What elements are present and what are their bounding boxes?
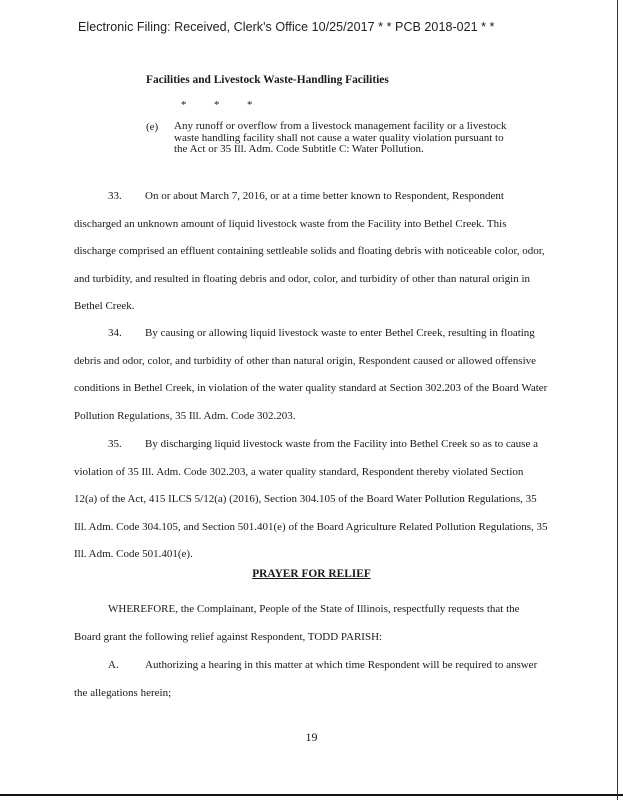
page-number: 19 <box>305 730 318 744</box>
omission-asterisks: * * * <box>181 99 253 111</box>
paragraph-text: On or about March 7, 2016, or at a time better known to Respondent, Respondent discharged an unknown amount of liquid livestock waste from the Facility into Bethel Creek. This discharge comprised an effluent containing settleable solids and floating debris with noticeable color, odor, and turbidity, and resulted in floating debris and odor, color, and turbidity of other than natural origin in Bethel Creek. <box>74 190 545 313</box>
wherefore-paragraph: WHEREFORE, the Complainant, People of the State of Illinois, respectfully requests that the Board grant the following relief against Respondent, TODD PARISH: <box>74 603 520 643</box>
right-scan-edge <box>617 0 618 800</box>
relief-item-label: A. <box>108 659 119 671</box>
prayer-for-relief-heading: PRAYER FOR RELIEF <box>252 568 371 580</box>
relief-item-text: Authorizing a hearing in this matter at which time Respondent will be required to answer the allegations herein; <box>74 659 538 699</box>
paragraph-33 <box>74 183 548 321</box>
filing-stamp-header: Electronic Filing: Received, Clerk's Office 10/25/2017 * * PCB 2018-021 * * <box>78 20 495 34</box>
paragraph-number: 33. <box>108 190 122 202</box>
paragraph-34 <box>74 320 548 430</box>
subsection-label: (e) <box>146 121 159 133</box>
section-title: Facilities and Livestock Waste-Handling Facilities <box>146 74 389 86</box>
paragraph-text: By causing or allowing liquid livestock waste to enter Bethel Creek, resulting in floating debris and odor, color, and turbidity of other than natural origin, Respondent caused or allowed offensive conditions in Bethel Creek, in violation of the water quality standard at Section 302.203 of the Board Water Pollution Regulations, 35 Ill. Adm. Code 302.203. <box>74 327 548 422</box>
paragraph-number: 34. <box>108 327 122 339</box>
paragraph-text: By discharging liquid livestock waste from the Facility into Bethel Creek so as to cause a violation of 35 Ill. Adm. Code 302.203, a water quality standard, Respondent thereby violated Section 12(a) of the Act, 415 ILCS 5/12(a) (2016), Section 304.105 of the Board Water Pollution Regulations, 35 Ill. Adm. Code 304.105, and Section 501.401(e) of the Board Agriculture Related Pollution Regulations, 35 Ill. Adm. Code 501.401(e). <box>74 438 548 561</box>
paragraph-number: 35. <box>108 438 122 450</box>
relief-item-a <box>74 652 548 707</box>
bottom-scan-edge <box>0 794 623 796</box>
paragraph-35 <box>74 431 548 569</box>
subsection-text: Any runoff or overflow from a livestock management facility or a livestock waste handling facility shall not cause a water quality violation pursuant to the Act or 35 Ill. Adm. Code Subtitle C: Water Pollution. <box>174 120 507 156</box>
